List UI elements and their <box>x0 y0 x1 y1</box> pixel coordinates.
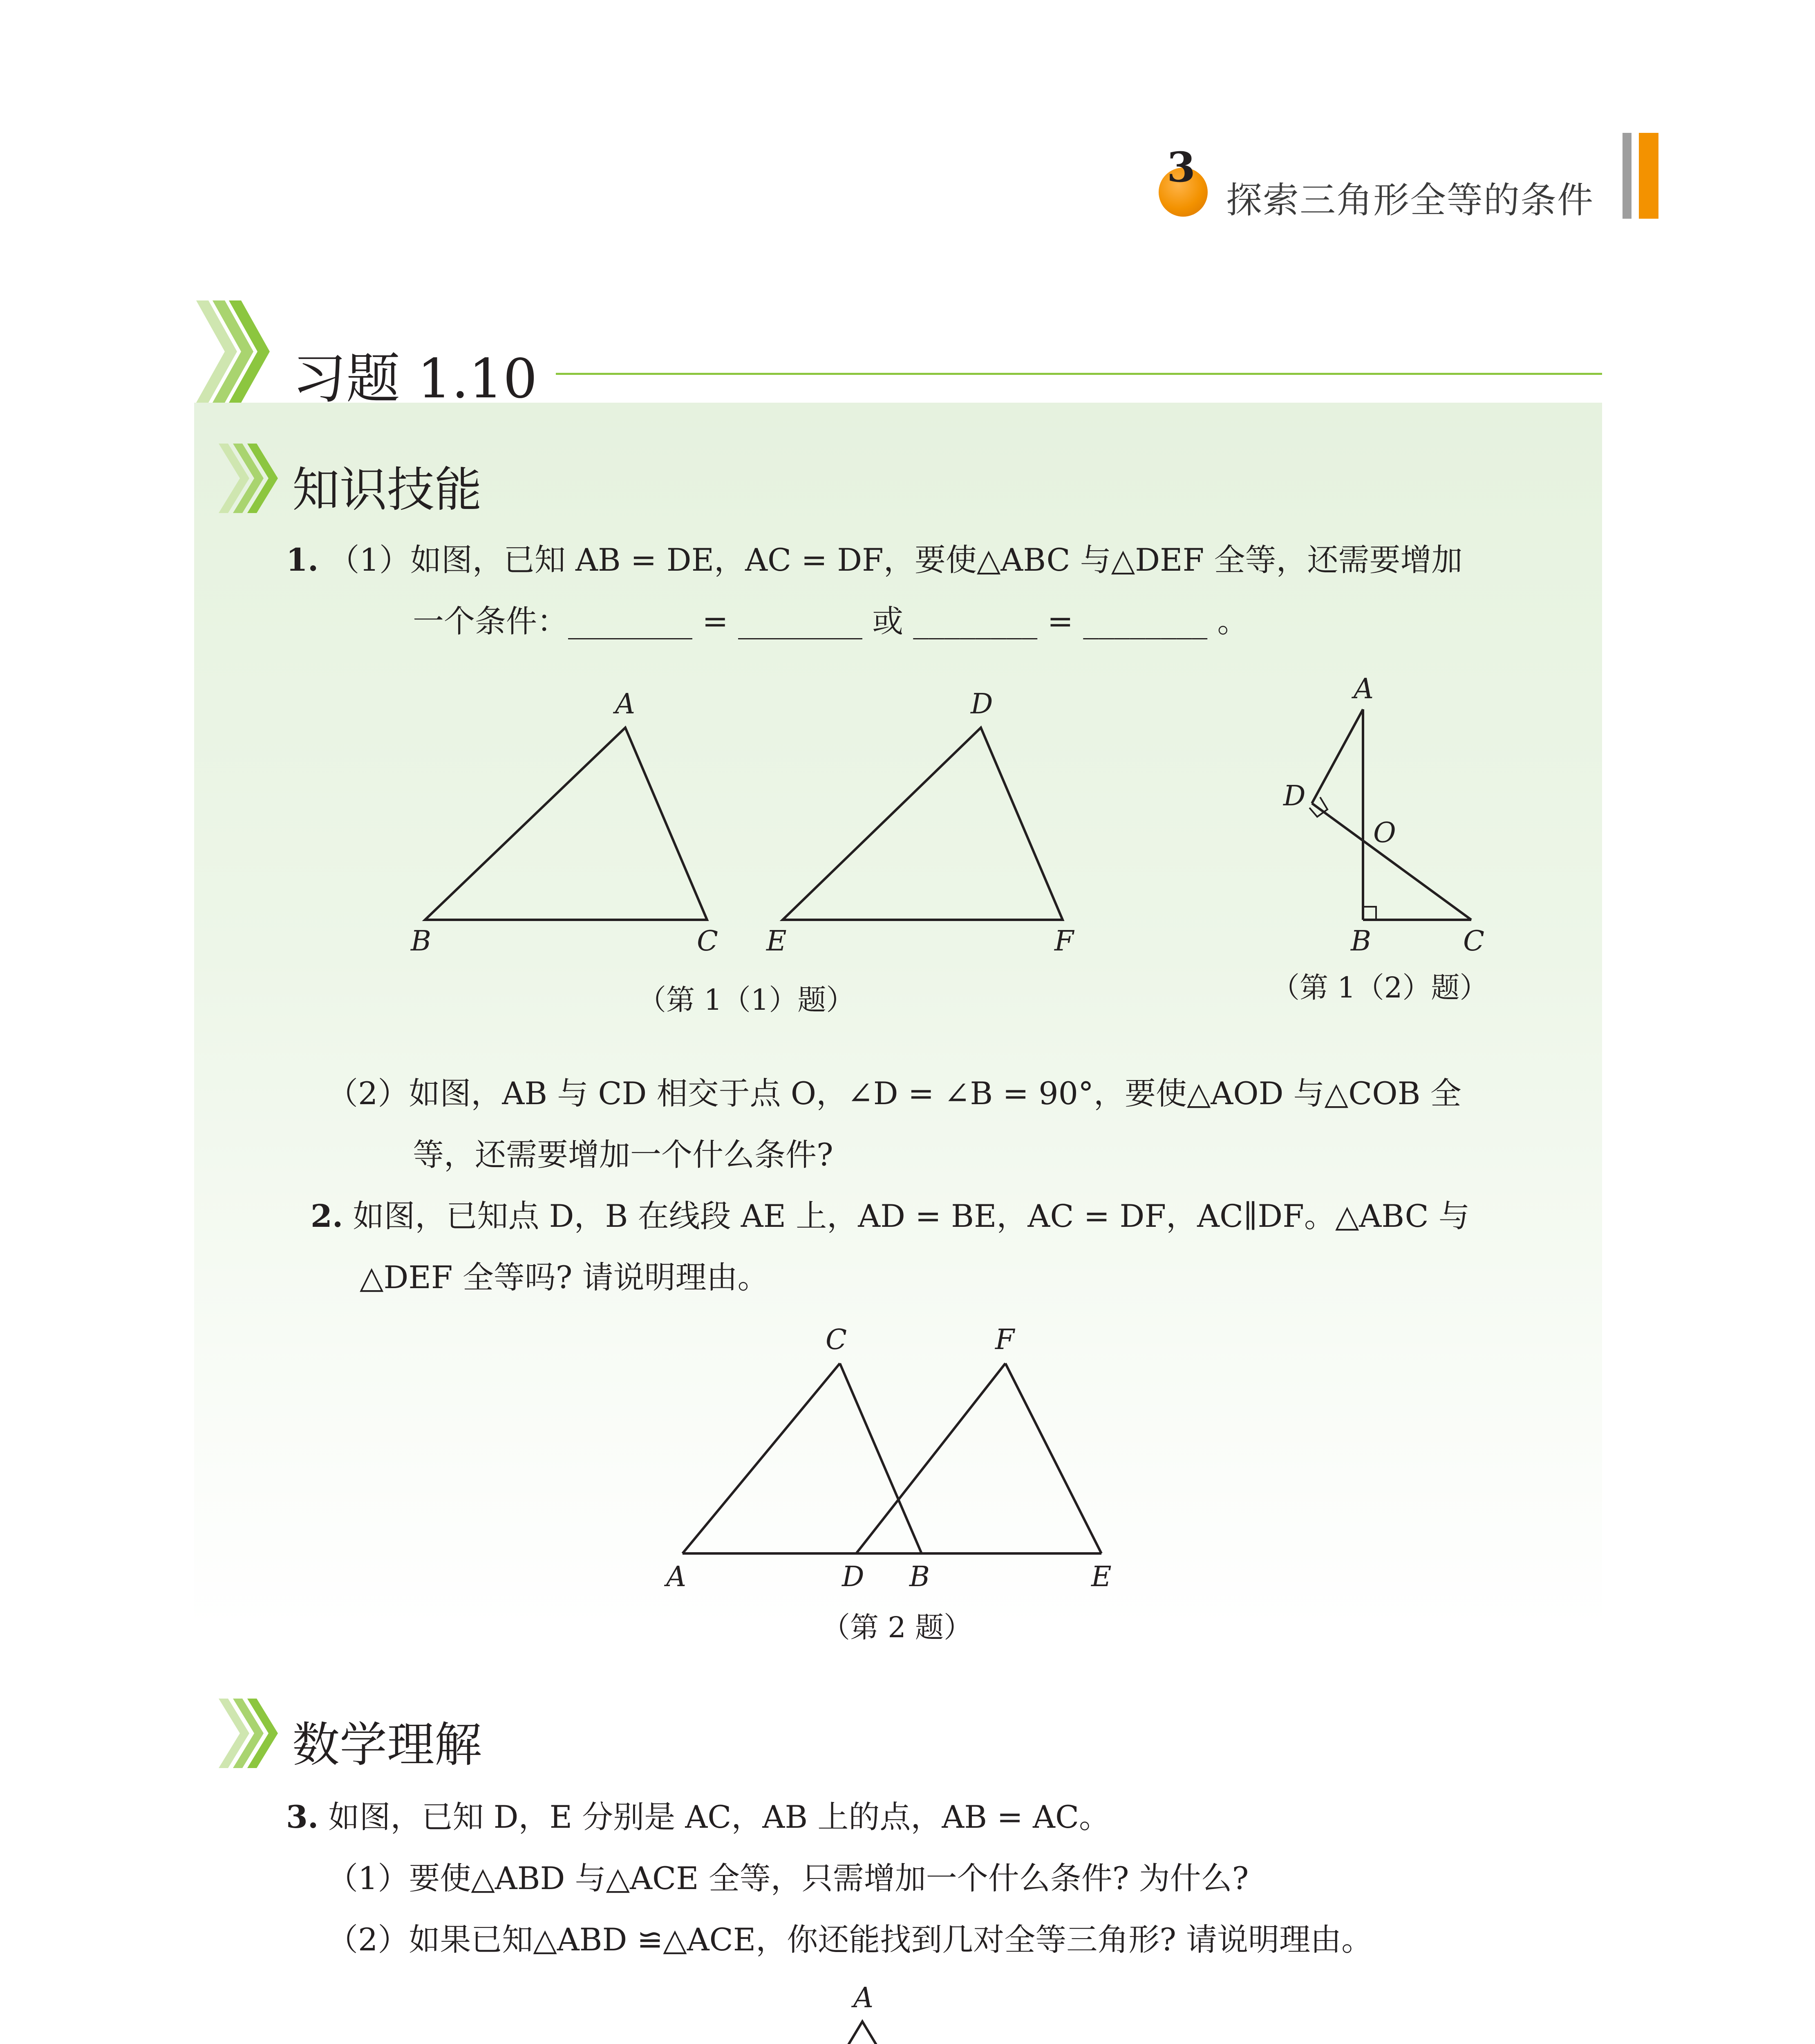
label-a: A <box>853 1983 874 2014</box>
label-e: E <box>1091 1561 1112 1593</box>
problem3-text-line1: 如图，已知 D，E 分别是 AC，AB 上的点，AB = AC。 <box>328 1799 1110 1835</box>
chapter-number: 3 <box>1167 143 1195 191</box>
caption-fig2: （第 2 题） <box>821 1611 973 1644</box>
problem1-part1-line1: （1）如图，已知 AB = DE，AC = DF，要使△ABC 与△DEF 全等，还需要增加 <box>328 542 1463 578</box>
segment-fe <box>1005 1363 1101 1553</box>
label-f: F <box>995 1325 1015 1356</box>
problem3-part2: （2）如果已知△ABD ≌△ACE，你还能找到几对全等三角形? 请说明理由。 <box>327 1921 1373 1958</box>
header-bar-gray <box>1623 133 1631 219</box>
section-understanding-heading: 数学理解 <box>292 1717 482 1773</box>
exercise-title: 习题 1.10 <box>292 347 537 410</box>
label-e: E <box>766 925 787 957</box>
problem1-part1-line2: 一个条件：________ = ________ 或 ________ = ________ 。 <box>413 603 1249 639</box>
problem1-part2-line2: 等，还需要增加一个什么条件? <box>413 1136 833 1173</box>
label-c: C <box>697 925 718 957</box>
problem2-line2: △DEF 全等吗? 请说明理由。 <box>360 1259 769 1295</box>
figure-2 <box>654 1325 1165 1611</box>
problem2-line1 <box>311 1196 1470 1237</box>
label-f: F <box>1054 925 1074 957</box>
section-skills-heading: 知识技能 <box>292 462 482 518</box>
section-title: 探索三角形全等的条件 <box>1226 179 1594 221</box>
segment-ac <box>683 1363 840 1553</box>
title-rule <box>556 373 1602 375</box>
figure-1-1 <box>392 687 1128 973</box>
label-a: A <box>666 1561 687 1593</box>
header-bar-orange <box>1639 133 1658 219</box>
triangle-def <box>783 728 1063 920</box>
label-a: A <box>615 688 636 720</box>
label-d: D <box>1283 780 1306 812</box>
problem3-line1 <box>286 1797 1110 1838</box>
caption-fig1-1: （第 1（1）题） <box>638 983 855 1017</box>
triangle-abc <box>425 728 707 920</box>
triangle-abc <box>736 2022 989 2044</box>
right-angle-b-icon <box>1363 907 1376 920</box>
segment-cb <box>840 1363 922 1553</box>
problem3-number: 3. <box>286 1799 319 1835</box>
problem3-part1: （1）要使△ABD 与△ACE 全等，只需增加一个什么条件? 为什么? <box>327 1860 1249 1896</box>
label-b: B <box>411 925 431 957</box>
problem1-part2-line1: （2）如图，AB 与 CD 相交于点 O，∠D = ∠B = 90°，要使△AOD 与△COB 全 <box>327 1075 1461 1112</box>
problem1-number: 1. <box>286 542 319 578</box>
label-o: O <box>1373 817 1396 849</box>
problem2-number: 2. <box>311 1198 343 1234</box>
title-chevron-icon <box>192 300 286 403</box>
figure-1-2 <box>1259 670 1512 965</box>
problem1-line1 <box>286 540 1463 580</box>
caption-fig1-2: （第 1（2）题） <box>1271 971 1488 1004</box>
segment-df <box>856 1363 1005 1553</box>
label-b: B <box>1351 925 1371 957</box>
section-chevron-icon <box>217 444 294 513</box>
segment-ad <box>1312 709 1363 803</box>
figure-3 <box>711 1983 1030 2044</box>
label-a: A <box>1354 673 1374 705</box>
label-d: D <box>971 688 993 720</box>
section-chevron-icon <box>217 1699 294 1768</box>
label-d: D <box>842 1561 864 1593</box>
problem2-text-line1: 如图，已知点 D，B 在线段 AE 上，AD = BE，AC = DF，AC∥DF。△ABC 与 <box>353 1198 1470 1234</box>
label-c: C <box>1463 925 1485 957</box>
label-c: C <box>826 1325 847 1356</box>
label-b: B <box>909 1561 930 1593</box>
